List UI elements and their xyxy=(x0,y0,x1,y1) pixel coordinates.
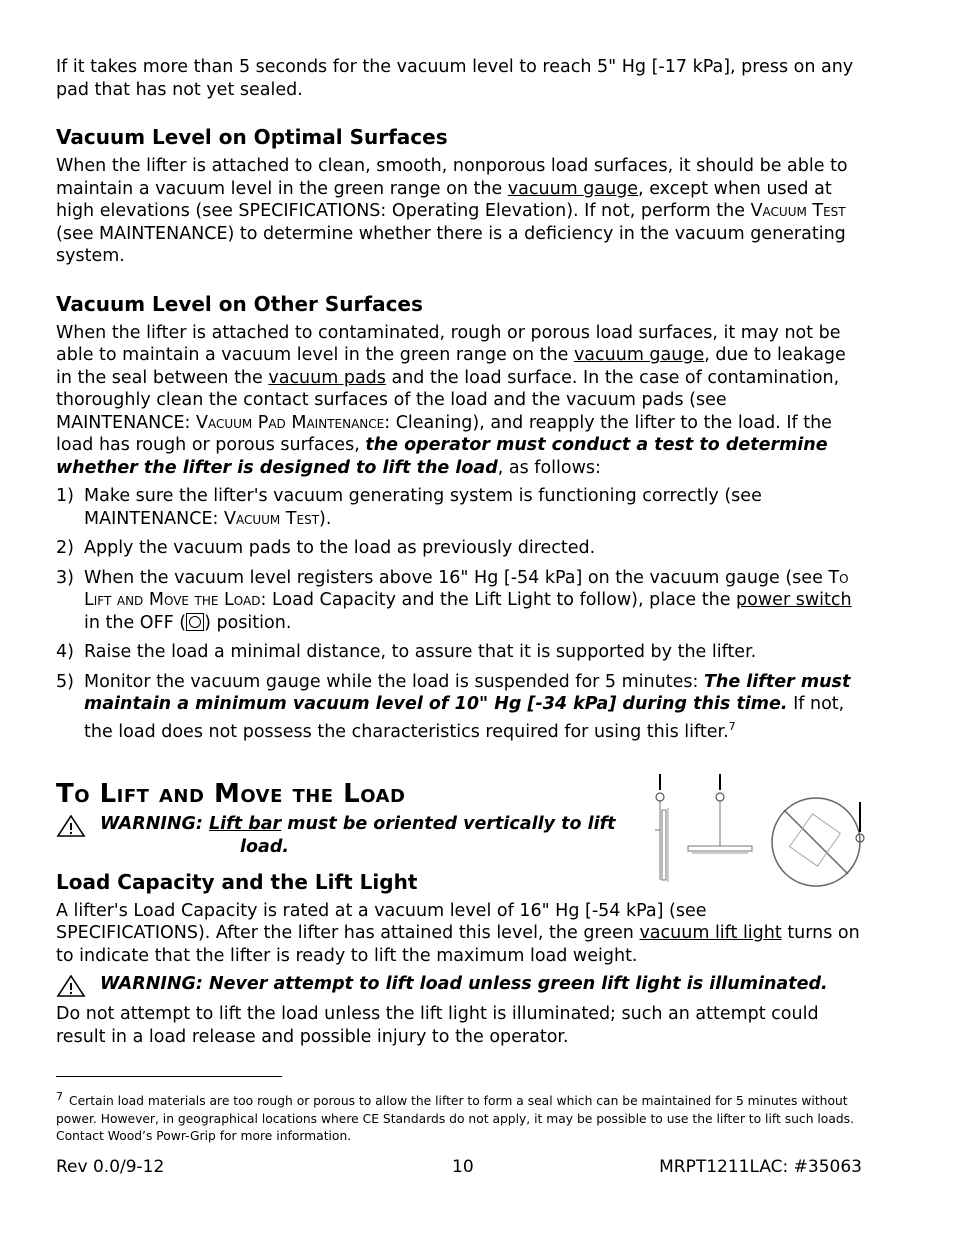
list-item: 5) Monitor the vacuum gauge while the load is suspended for 5 minutes: The lifter must maintain a minimum vacuum level of 10" Hg [-34 kPa] during this time. If not, the load does not possess the characteristics required for using this lifter.$^7$ xyxy=(56,671,851,742)
vacuum-gauge-link[interactable]: vacuum gauge xyxy=(507,178,639,199)
intro-paragraph: If it takes more than 5 seconds for the vacuum level to reach 5" Hg [-17 kPa], press on any pad that has not yet sealed. xyxy=(56,57,854,100)
load-capacity-paragraph: A lifter's Load Capacity is rated at a vacuum level of 16" Hg [-54 kPa] (see SPECIFICATIONS). After the lifter has attained this level, the green vacuum lift light turns on to indicate that the lifter is ready to lift the maximum load weight. xyxy=(56,900,860,966)
page-number: 10 xyxy=(452,1157,474,1177)
footnote: $^7$ Certain load materials are too rough or porous to allow the lifter to form a seal which can be maintained for 5 minutes without power. However, in geographical locations where CE Standards do not apply, it may be possible to use the lifter to lift such loads. Contact Wood’s Powr-Grip for more information. xyxy=(56,1090,854,1144)
test-steps-list xyxy=(56,485,866,743)
warning-lift-light: WARNING: Never attempt to lift load unless green lift light is illuminated. xyxy=(56,973,866,996)
heading-optimal-surfaces: Vacuum Level on Optimal Surfaces xyxy=(56,125,448,149)
warning-icon xyxy=(56,974,86,998)
heading-other-surfaces: Vacuum Level on Other Surfaces xyxy=(56,291,423,316)
lift-bar-orientation-illustration xyxy=(648,770,868,890)
list-item: 2) Apply the vacuum pads to the load as previously directed. xyxy=(56,538,596,558)
section-title-lift-load: To Lift and Move the Load xyxy=(56,778,406,809)
revision-label: Rev 0.0/9-12 xyxy=(56,1157,165,1177)
footnote-divider xyxy=(56,1076,282,1077)
footnote-reference[interactable]: 7 xyxy=(728,719,736,733)
list-item: 3) When the vacuum level registers above 16" Hg [-54 kPa] on the vacuum gauge (see To Lift and Move the Load: Load Capacity and the Lift Light to follow), place the power switch in the OFF ( ) position. xyxy=(56,567,852,633)
document-id: MRPT1211LAC: #35063 xyxy=(659,1157,862,1177)
heading-load-capacity: Load Capacity and the Lift Light xyxy=(56,869,418,894)
other-paragraph: When the lifter is attached to contaminated, rough or porous load surfaces, it may not be able to maintain a vacuum level in the green range on the vacuum gauge, due to leakage in the seal between the vacuum pads and the load surface. In the case of contamination, thoroughly clean the contact surfaces of the load and the vacuum pads (see MAINTENANCE: Vacuum Pad Maintenance: Cleaning), and reapply the lifter to the load. If the load has rough or porous surfaces, the operator must conduct a test to determine whether the lifter is designed to lift the load, as follows: xyxy=(56,322,846,478)
list-item: 1) Make sure the lifter's vacuum generating system is functioning correctly (see MAINTENANCE: Vacuum Test). xyxy=(56,486,762,529)
power-off-icon xyxy=(186,613,204,631)
vacuum-pads-link[interactable]: vacuum pads xyxy=(268,367,386,388)
page-body xyxy=(56,56,866,1048)
warning-lift-bar: WARNING: Lift bar must be oriented vertically to lift load. xyxy=(56,813,866,859)
vacuum-lift-light-link[interactable]: vacuum lift light xyxy=(639,923,782,944)
warning-icon xyxy=(56,814,86,838)
power-switch-link[interactable]: power switch xyxy=(736,590,852,610)
lift-bar-link[interactable]: Lift bar xyxy=(208,813,282,834)
vacuum-gauge-link-2[interactable]: vacuum gauge xyxy=(573,345,705,365)
optimal-paragraph: When the lifter is attached to clean, smooth, nonporous load surfaces, it should be able to maintain a vacuum level in the green range on the vacuum gauge, except when used at high elevations (see SPECIFICATIONS: Operating Elevation). If not, perform the Vacuum Test (see MAINTENANCE) to determine whether there is a deficiency in the vacuum generating system. xyxy=(56,156,848,266)
list-item: 4) Raise the load a minimal distance, to assure that it is supported by the lifter. xyxy=(56,642,757,662)
lift-light-paragraph: Do not attempt to lift the load unless the lift light is illuminated; such an attempt could result in a load release and possible injury to the operator. xyxy=(56,1004,819,1047)
